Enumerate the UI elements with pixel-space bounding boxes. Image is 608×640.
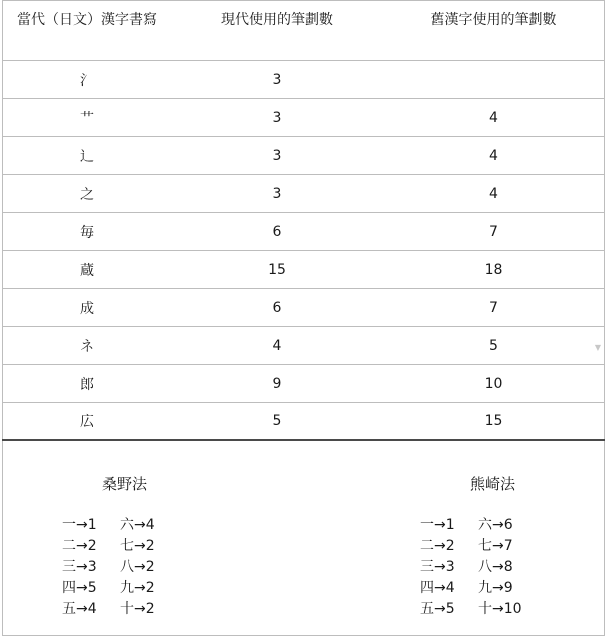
- modern-strokes-cell: 3: [172, 175, 382, 213]
- modern-strokes-cell: 3: [172, 137, 382, 175]
- table-row: [2, 251, 605, 289]
- kanji-cell: ネ: [2, 327, 172, 365]
- table-row: [2, 289, 605, 327]
- modern-strokes-cell: 15: [172, 251, 382, 289]
- modern-strokes-cell: 6: [172, 213, 382, 251]
- header-old-strokes: 舊漢字使用的筆劃數: [382, 0, 605, 61]
- table-row: [2, 403, 605, 441]
- list-item: 四→5 九→2: [62, 580, 155, 596]
- table-row: [2, 327, 605, 365]
- table-header-row: [2, 0, 605, 61]
- old-strokes-cell: 18: [382, 251, 605, 289]
- numeral-methods-section: [2, 463, 605, 636]
- kanji-cell: 辶: [2, 137, 172, 175]
- list-item: 五→5 十→10: [420, 601, 522, 617]
- kanji-cell: 広: [2, 403, 172, 441]
- table-row: [2, 99, 605, 137]
- modern-strokes-cell: 5: [172, 403, 382, 441]
- kanji-cell: 氵: [2, 61, 172, 99]
- method-title: 桑野法: [102, 475, 148, 493]
- kanji-cell: 蔵: [2, 251, 172, 289]
- old-strokes-cell: 4: [382, 137, 605, 175]
- modern-strokes-cell: 4: [172, 327, 382, 365]
- dropdown-arrow-icon[interactable]: ▼: [594, 343, 602, 352]
- header-kanji: 當代（日文）漢字書寫: [2, 0, 172, 61]
- kanji-cell: 成: [2, 289, 172, 327]
- kanji-cell: 郎: [2, 365, 172, 403]
- method-title: 熊崎法: [470, 475, 516, 493]
- modern-strokes-cell: 9: [172, 365, 382, 403]
- list-item: 二→2 七→7: [420, 538, 513, 554]
- old-strokes-cell: 10: [382, 365, 605, 403]
- modern-strokes-cell: 3: [172, 99, 382, 137]
- old-strokes-cell: 15: [382, 403, 605, 441]
- list-item: 一→1 六→6: [420, 517, 513, 533]
- list-item: 五→4 十→2: [62, 601, 155, 617]
- list-item: 四→4 九→9: [420, 580, 513, 596]
- stroke-count-table: [2, 0, 605, 441]
- kanji-cell: 艹: [2, 99, 172, 137]
- table-row: [2, 213, 605, 251]
- old-strokes-cell: 7: [382, 213, 605, 251]
- list-item: 二→2 七→2: [62, 538, 155, 554]
- list-item: 三→3 八→8: [420, 559, 513, 575]
- old-strokes-cell: 4: [382, 175, 605, 213]
- kanji-cell: 之: [2, 175, 172, 213]
- header-modern-strokes: 現代使用的筆劃數: [172, 0, 382, 61]
- table-row: [2, 365, 605, 403]
- modern-strokes-cell: 3: [172, 61, 382, 99]
- list-item: 三→3 八→2: [62, 559, 155, 575]
- numeral-list: [62, 515, 155, 620]
- table-row: [2, 175, 605, 213]
- list-item: 一→1 六→4: [62, 517, 155, 533]
- old-strokes-cell: 7: [382, 289, 605, 327]
- table-row: [2, 61, 605, 99]
- table-row: [2, 137, 605, 175]
- old-strokes-cell: 4: [382, 99, 605, 137]
- modern-strokes-cell: 6: [172, 289, 382, 327]
- old-strokes-cell: [382, 61, 605, 99]
- kanji-cell: 毎: [2, 213, 172, 251]
- old-strokes-cell: 5: [382, 327, 605, 365]
- numeral-list: [420, 515, 522, 620]
